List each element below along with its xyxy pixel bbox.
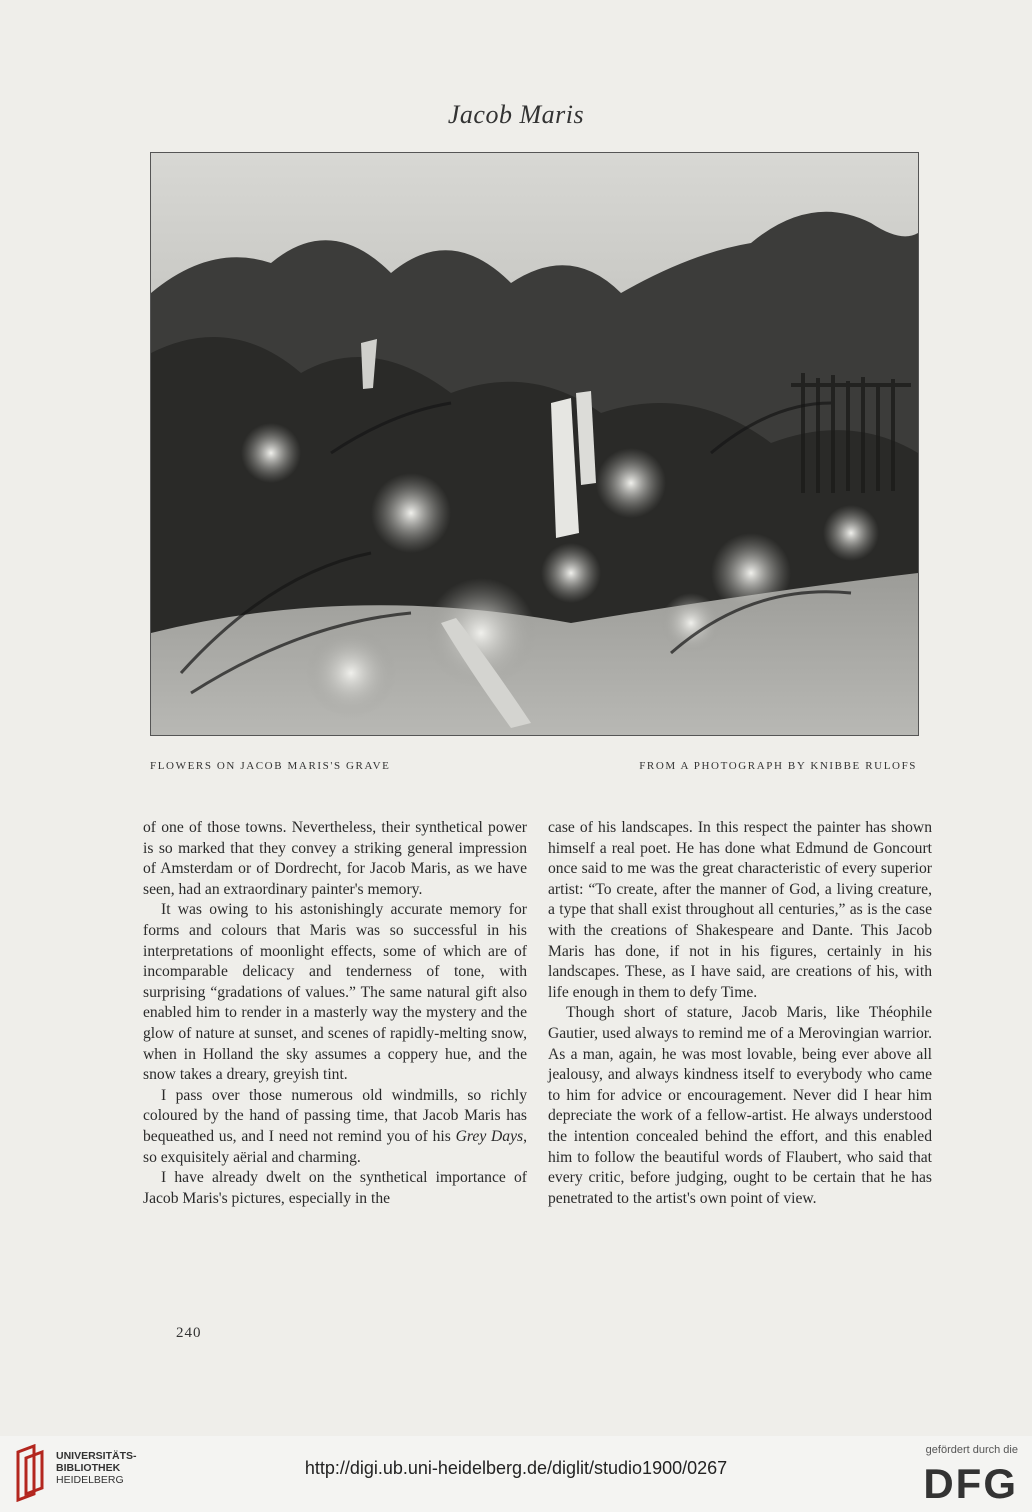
text-column-right <box>548 818 932 1209</box>
library-line: HEIDELBERG <box>56 1474 124 1486</box>
funding-note: gefördert durch die <box>925 1444 1018 1456</box>
running-title: Jacob Maris <box>447 100 585 129</box>
paragraph-text: I pass over those numerous old windmills, so richly coloured by the hand of passing time, that Jacob Maris has bequeathed us, and I need not remind you of his <box>143 1086 527 1145</box>
library-line: BIBLIOTHEK <box>56 1462 121 1474</box>
permalink-url[interactable]: http://digi.ub.uni-heidelberg.de/diglit/studio1900/0267 <box>304 1458 728 1478</box>
paragraph: case of his landscapes. In this respect the painter has shown himself a real poet. He has done what Edmund de Goncourt once said to me was the great characteristic of every superior artist: “To create, after the manner of God, a living creature, a type that shall exist throughout all centuries,” as is the case with the creations of Shakespeare and Dante. This Jacob Maris has done, if not in his figures, certainly in his landscapes. These, as I have said, are creations of his, with life enough in them to defy Time. <box>548 819 932 1001</box>
paragraph-text: , so exquisitely aërial and charming. <box>143 1127 527 1166</box>
library-line: UNIVERSITÄTS- <box>56 1450 137 1462</box>
grave-flowers-photograph <box>150 152 919 736</box>
paragraph: of one of those towns. Nevertheless, their synthetical power is so marked that they convey a striking general impression of Amsterdam or of Dordrecht, for Jacob Maris, as we have seen, had an extraordinary painter's memory. <box>143 819 527 898</box>
text-column-left <box>143 818 527 1209</box>
painting-title: Grey Days <box>455 1127 524 1145</box>
paragraph-windmills <box>143 1086 527 1168</box>
page-number: 240 <box>176 1325 202 1341</box>
dfg-logo: DFG <box>923 1460 1018 1507</box>
paragraph: It was owing to his astonishingly accurate memory for forms and colours that Maris was so successful in his interpretations of moonlight effects, some of which are of incomparable delicacy and tenderness of tone, with surprising “gradations of values.” The same natural gift also enabled him to render in a masterly way the mystery and the glow of nature at sunset, and scenes of rapidly-melting snow, when in Holland the sky assumes a coppery hue, and the snow takes a dreary, greyish tint. <box>143 901 527 1084</box>
digitization-footer <box>0 1436 1032 1512</box>
photo-caption: FLOWERS ON JACOB MARIS'S GRAVE <box>150 760 391 772</box>
photo-credit: FROM A PHOTOGRAPH BY KNIBBE RULOFS <box>639 760 917 772</box>
paragraph: I have already dwelt on the synthetical importance of Jacob Maris's pictures, especially in the <box>143 1169 527 1207</box>
paragraph: Though short of stature, Jacob Maris, like Théophile Gautier, used always to remind me of a Merovingian warrior. As a man, again, he was most lovable, being ever above all jealousy, and always kindness itself to everybody who came to him for advice or encouragement. Never did I hear him depreciate the work of a fellow-artist. He always understood the intention concealed behind the effort, and this enabled him to follow the beautiful words of Flaubert, who said that every critic, before judging, ought to be certain that he has penetrated to the artist's own point of view. <box>548 1004 932 1207</box>
